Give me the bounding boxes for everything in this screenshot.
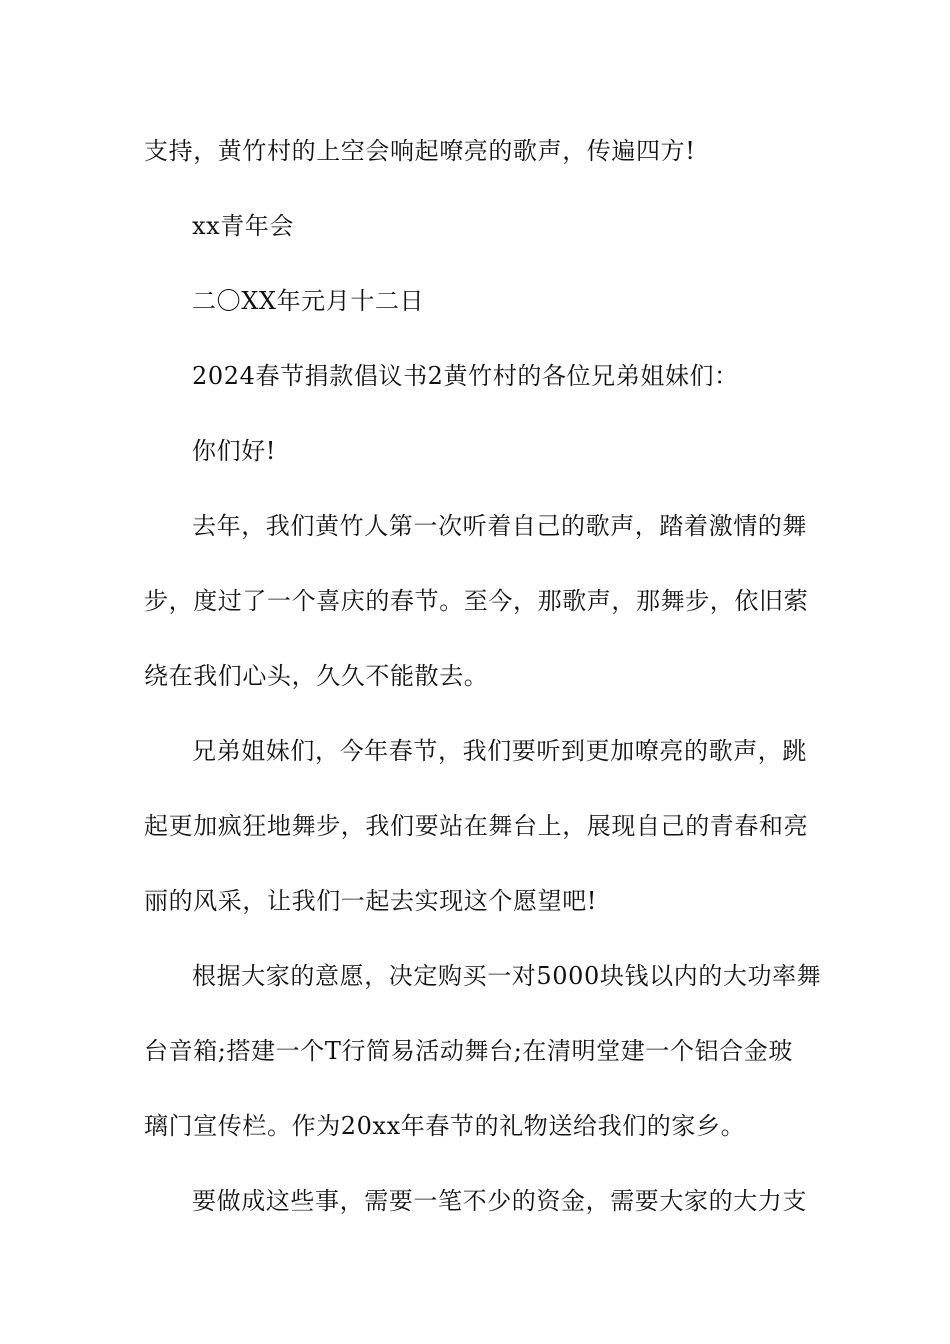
signature-organization: xx青年会 [192, 212, 295, 240]
paragraph-line: 丽的风采，让我们一起去实现这个愿望吧! [144, 887, 598, 915]
paragraph-line: 去年，我们黄竹人第一次听着自己的歌声，踏着激情的舞 [192, 512, 807, 540]
section-heading: 2024春节捐款倡议书2黄竹村的各位兄弟姐妹们： [192, 362, 739, 390]
paragraph-line: 支持，黄竹村的上空会响起嘹亮的歌声，传遍四方! [144, 137, 696, 165]
paragraph-line: 起更加疯狂地舞步，我们要站在舞台上，展现自己的青春和亮 [144, 812, 809, 840]
paragraph-line: 要做成这些事，需要一笔不少的资金，需要大家的大力支 [192, 1187, 807, 1215]
paragraph-line: 璃门宣传栏。作为20xx年春节的礼物送给我们的家乡。 [144, 1112, 746, 1140]
paragraph-line: 绕在我们心头，久久不能散去。 [144, 662, 489, 690]
paragraph-line: 步，度过了一个喜庆的春节。至今，那歌声，那舞步，依旧萦 [144, 587, 809, 615]
signature-date: 二〇XX年元月十二日 [192, 287, 425, 315]
paragraph-line: 台音箱;搭建一个T行简易活动舞台;在清明堂建一个铝合金玻 [144, 1037, 793, 1065]
paragraph-line: 兄弟姐妹们，今年春节，我们要听到更加嘹亮的歌声，跳 [192, 737, 807, 765]
greeting: 你们好! [192, 437, 277, 465]
paragraph-line: 根据大家的意愿，决定购买一对5000块钱以内的大功率舞 [192, 962, 822, 990]
